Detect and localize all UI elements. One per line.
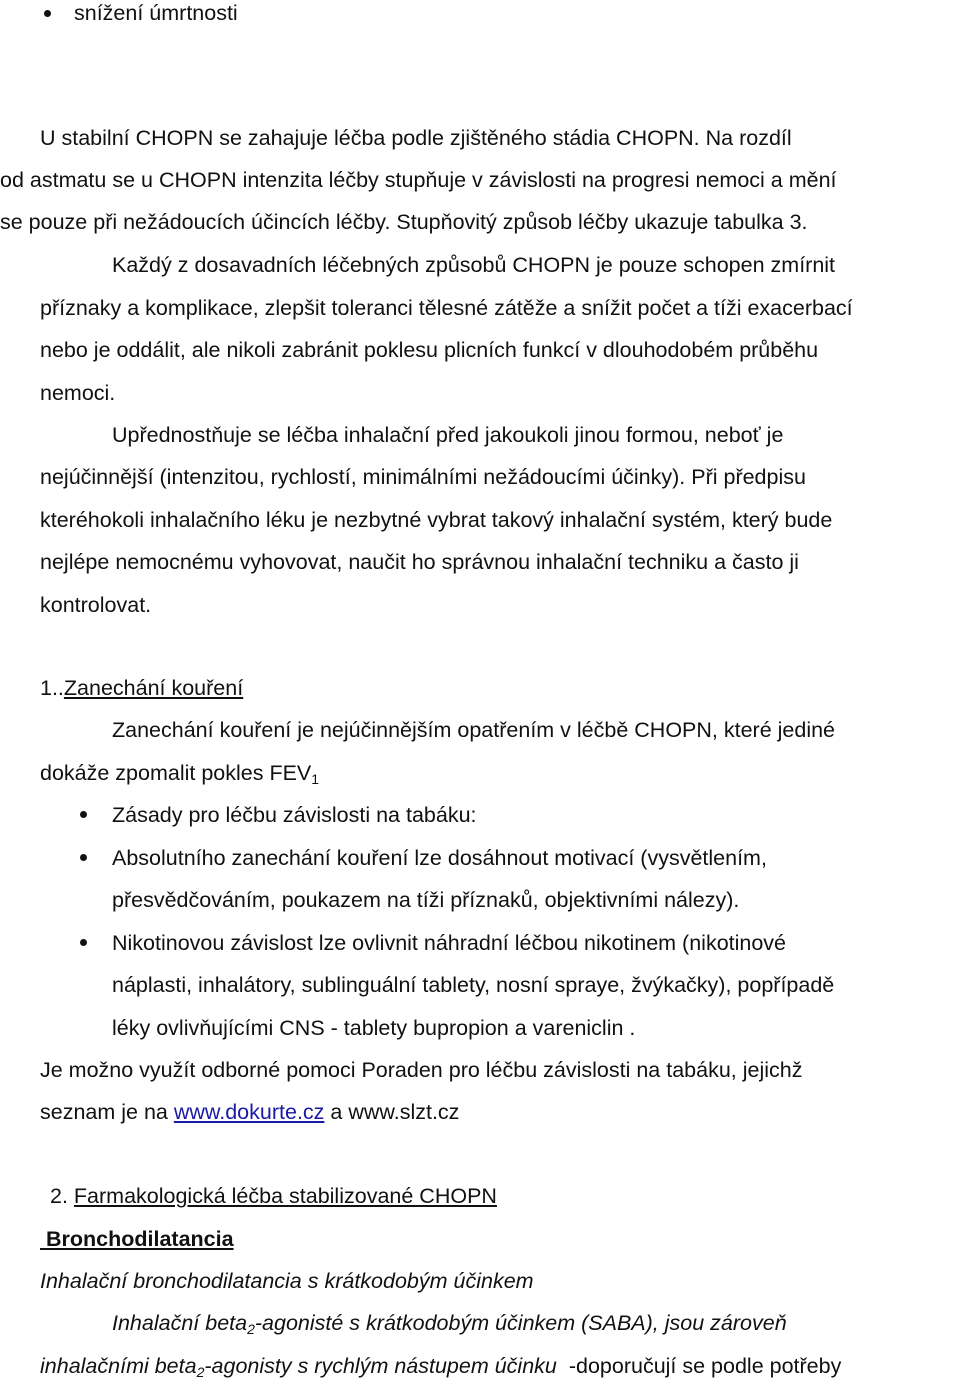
paragraph-line: kteréhokoli inhalačního léku je nezbytné vybrat takový inhalační systém, který bude (40, 508, 833, 532)
bullet-text: Zásady pro léčbu závislosti na tabáku: (112, 803, 477, 827)
bullet-dot (80, 854, 87, 861)
paragraph-line: od astmatu se u CHOPN intenzita léčby stupňuje v závislosti na progresi nemoci a mění (0, 168, 837, 192)
dokurte-link[interactable]: www.dokurte.cz (173, 1100, 325, 1124)
bullet-text: léky ovlivňujícími CNS - tablety bupropion a vareniclin . (112, 1016, 636, 1040)
italic-heading: Inhalační bronchodilatancia s krátkodobým účinkem (40, 1269, 534, 1293)
section-number: 1.. (40, 676, 64, 700)
bullet-dot (44, 10, 51, 17)
paragraph-line: nejlépe nemocnému vyhovovat, naučit ho správnou inhalační techniku a často ji (40, 550, 799, 574)
paragraph-line: Každý z dosavadních léčebných způsobů CHOPN je pouze schopen zmírnit (112, 253, 836, 277)
link-prefix: seznam je na (40, 1100, 174, 1124)
saba-text-a: Inhalační beta (112, 1311, 248, 1335)
paragraph-line: se pouze při nežádoucích účincích léčby. Stupňovitý způsob léčby ukazuje tabulka 3. (0, 210, 808, 234)
last-text-b: -agonisty s rychlým nástupem účinku (204, 1354, 557, 1378)
paragraph-line: nejúčinnější (intenzitou, rychlostí, minimálními nežádoucími účinky). Při předpisu (40, 465, 806, 489)
saba-subscript: 2 (247, 1321, 255, 1337)
paragraph-line: U stabilní CHOPN se zahajuje léčba podle zjištěného stádia CHOPN. Na rozdíl (40, 126, 792, 150)
bullet-text: Nikotinovou závislost lze ovlivnit náhradní léčbou nikotinem (nikotinové (112, 931, 787, 955)
section-number: 2. (50, 1184, 68, 1208)
fev-text: dokáže zpomalit pokles FEV (40, 761, 312, 785)
bullet-dot (80, 939, 87, 946)
section-heading (40, 674, 243, 703)
bullet-dot (80, 811, 87, 818)
bullet-text: přesvědčováním, poukazem na tíži příznaků, objektivními nálezy). (112, 888, 740, 912)
paragraph-line: Je možno využít odborné pomoci Poraden pro léčbu závislosti na tabáku, jejichž (40, 1058, 803, 1082)
paragraph-line (112, 1309, 787, 1338)
paragraph-line: nebo je oddálit, ale nikoli zabránit poklesu plicních funkcí v dlouhodobém průběhu (40, 338, 819, 362)
paragraph-line: nemoci. (40, 381, 116, 405)
bullet-text: Absolutního zanechání kouření lze dosáhnout motivací (vysvětlením, (112, 846, 767, 870)
paragraph-line: kontrolovat. (40, 593, 152, 617)
subheading (40, 1225, 234, 1254)
last-text-c: -doporučují se podle potřeby (556, 1354, 842, 1378)
paragraph-line: Zanechání kouření je nejúčinnějším opatřením v léčbě CHOPN, které jediné (112, 718, 836, 742)
paragraph-line: příznaky a komplikace, zlepšit toleranci tělesné zátěže a snížit počet a tíži exacerbací (40, 296, 853, 320)
paragraph-line (40, 1352, 841, 1381)
bullet-text: náplasti, inhalátory, sublinguální tablety, nosní spraye, žvýkačky), popřípadě (112, 973, 835, 997)
section-title: Zanechání kouření (63, 676, 244, 700)
saba-text-b: -agonisté s krátkodobým účinkem (SABA), jsou zároveň (254, 1311, 787, 1335)
last-text-a: inhalačními beta (40, 1354, 197, 1378)
section-title: Farmakologická léčba stabilizované CHOPN (73, 1184, 497, 1208)
slzt-url: www.slzt.cz (348, 1100, 460, 1124)
bullet-text: snížení úmrtnosti (74, 1, 238, 25)
paragraph-line: Upřednostňuje se léčba inhalační před jakoukoli jinou formou, neboť je (112, 423, 784, 447)
last-subscript: 2 (196, 1364, 205, 1380)
paragraph-line (40, 759, 319, 788)
fev-subscript: 1 (311, 771, 320, 787)
link-connector: a (324, 1100, 349, 1124)
section-heading (50, 1182, 497, 1211)
subheading-text: Bronchodilatancia (45, 1227, 234, 1251)
paragraph-line (40, 1098, 459, 1127)
